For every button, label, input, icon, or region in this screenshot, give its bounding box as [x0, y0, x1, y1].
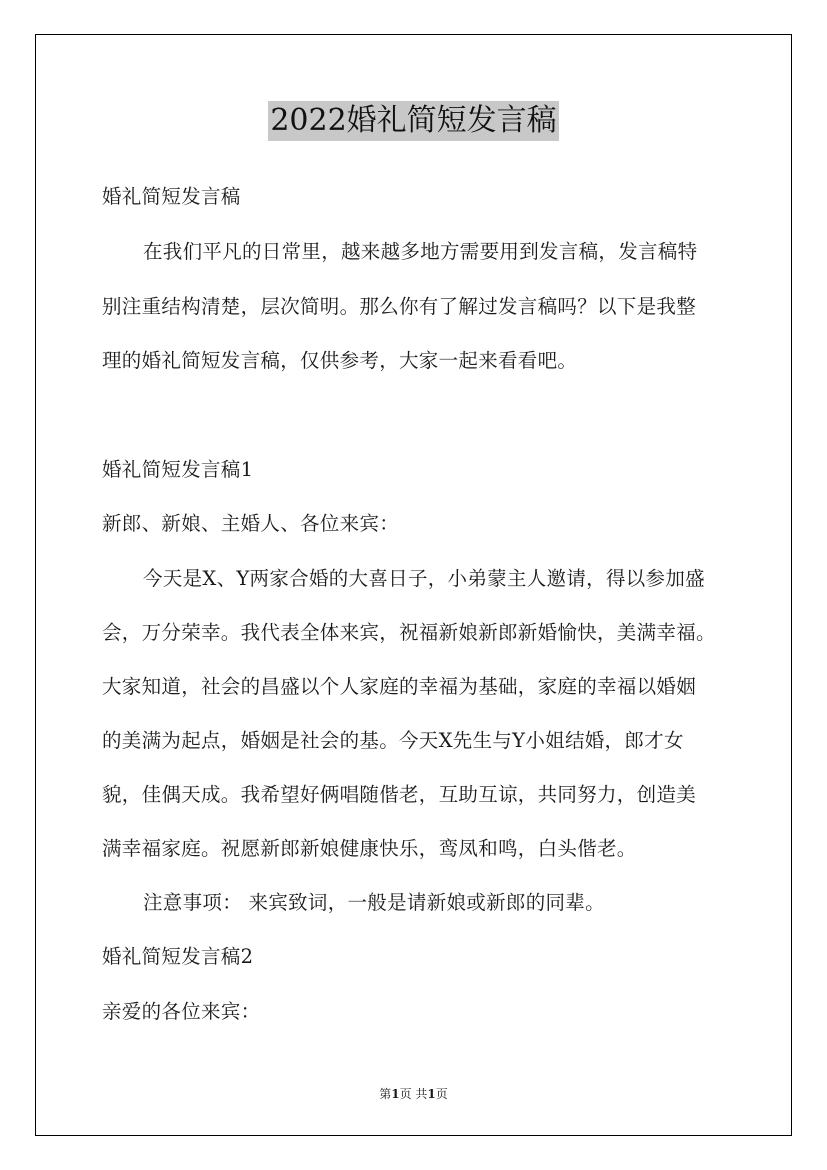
section1-line-2: 会，万分荣幸。我代表全体来宾，祝福新娘新郎新婚愉快，美满幸福。 [102, 621, 716, 644]
document-title: 2022婚礼简短发言稿 [268, 101, 558, 141]
section1-line-5: 貌，佳偶天成。我希望好俩唱随偕老，互助互谅，共同努力，创造美 [102, 783, 697, 806]
footer-prefix: 第 [379, 1087, 392, 1101]
section1-note: 注意事项： 来宾致词，一般是请新娘或新郎的同辈。 [143, 891, 605, 914]
section1-line-4: 的美满为起点，婚姻是社会的基。今天X先生与Y小姐结婚，郎才女 [102, 729, 684, 752]
section2-salutation: 亲爱的各位来宾： [102, 1000, 261, 1023]
title-container [0, 101, 827, 141]
footer-suffix: 页 [435, 1087, 448, 1101]
section1-heading: 婚礼简短发言稿1 [102, 458, 254, 481]
section1-salutation: 新郎、新娘、主婚人、各位来宾： [102, 512, 400, 535]
intro-line-1: 在我们平凡的日常里，越来越多地方需要用到发言稿，发言稿特 [143, 240, 698, 263]
footer-mid: 页 共 [399, 1087, 428, 1101]
intro-line-3: 理的婚礼简短发言稿，仅供参考，大家一起来看看吧。 [102, 349, 578, 372]
footer-page-number: 1 [391, 1087, 400, 1101]
section1-line-1: 今天是X、Y两家合婚的大喜日子，小弟蒙主人邀请，得以参加盛 [143, 567, 705, 590]
footer-page-total: 1 [427, 1087, 436, 1101]
section2-heading: 婚礼简短发言稿2 [102, 945, 254, 968]
section1-line-3: 大家知道，社会的昌盛以个人家庭的幸福为基础，家庭的幸福以婚姻 [102, 675, 697, 698]
section1-line-6: 满幸福家庭。祝愿新郎新娘健康快乐，鸾凤和鸣，白头偕老。 [102, 837, 637, 860]
page-footer [0, 1085, 827, 1102]
intro-heading: 婚礼简短发言稿 [102, 185, 241, 208]
intro-line-2: 别注重结构清楚，层次简明。那么你有了解过发言稿吗？以下是我整 [102, 295, 697, 318]
